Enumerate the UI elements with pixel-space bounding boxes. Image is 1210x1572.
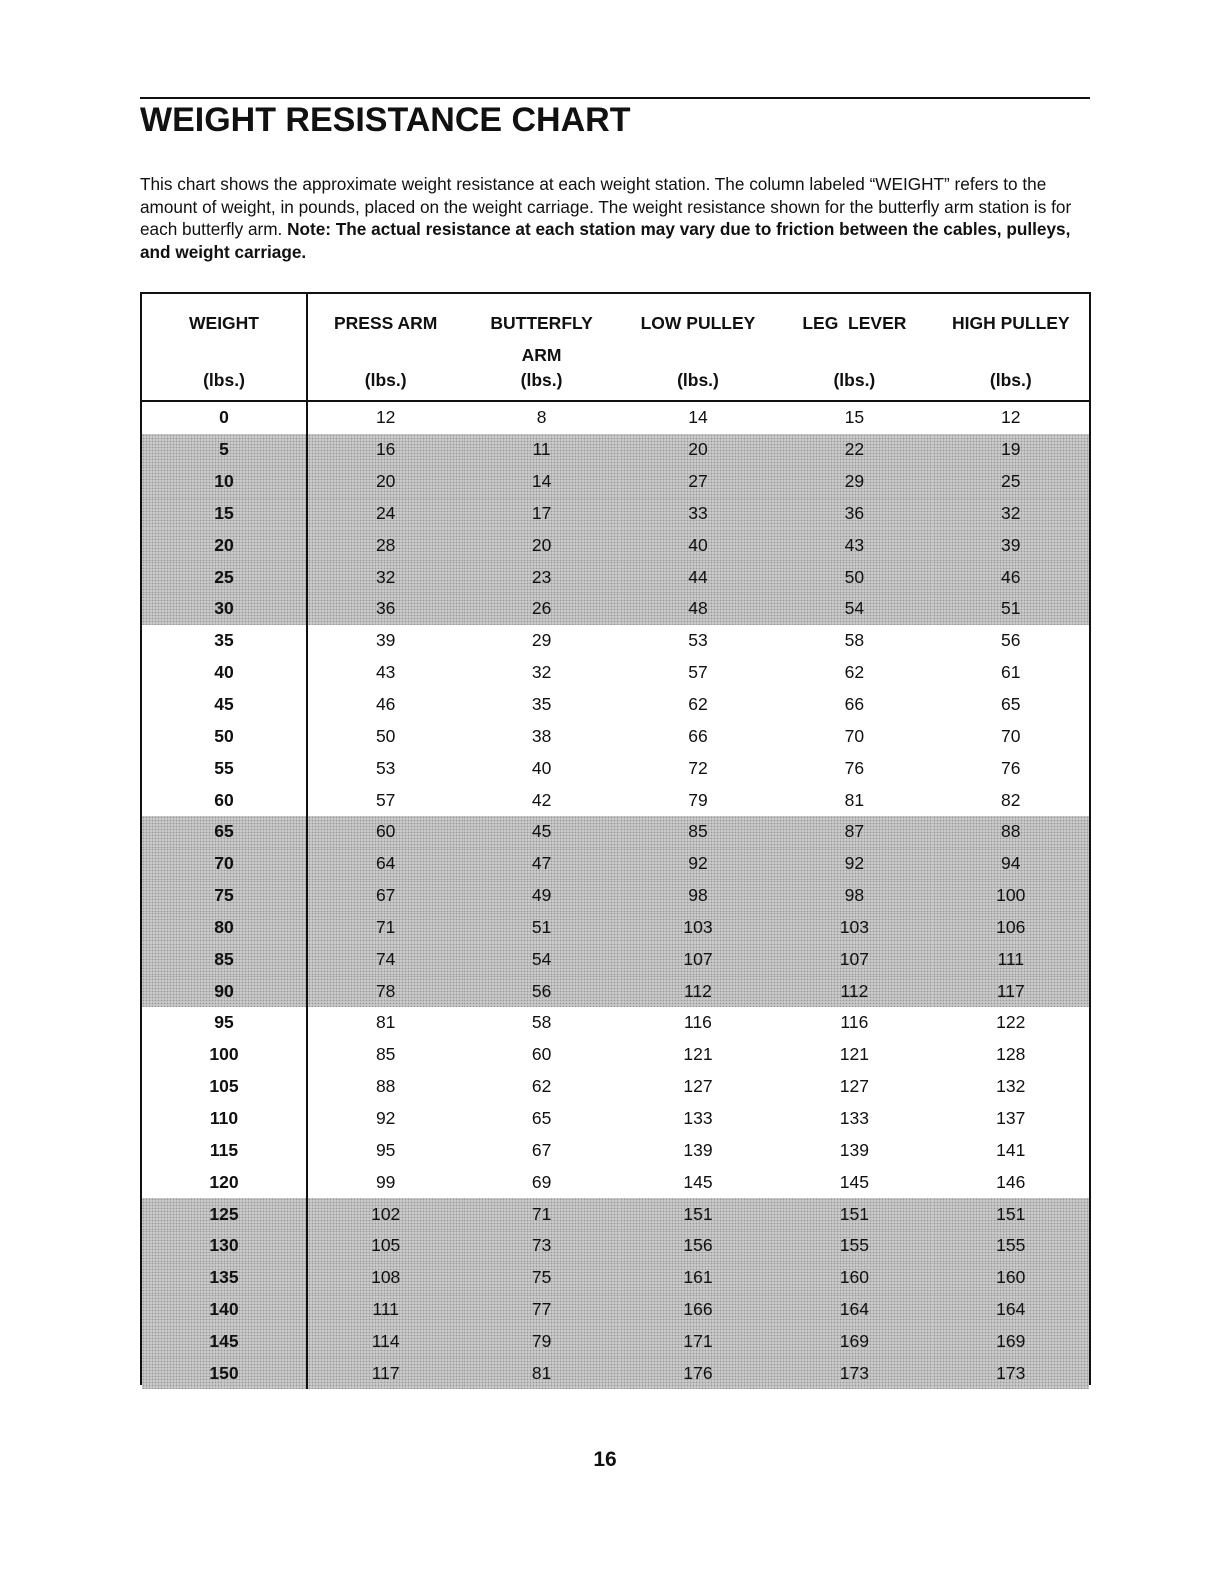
table-row [142, 498, 1089, 530]
resistance-cell: 155 [776, 1230, 932, 1262]
resistance-cell: 111 [933, 943, 1089, 975]
resistance-cell: 173 [776, 1357, 932, 1389]
resistance-cell: 69 [531, 1171, 552, 1192]
table-row [142, 784, 1089, 816]
resistance-cell: 139 [683, 1139, 713, 1160]
weight-cell: 55 [142, 752, 307, 784]
resistance-cell: 76 [1001, 757, 1021, 778]
resistance-cell: 67 [307, 880, 463, 912]
resistance-cell: 23 [463, 561, 619, 593]
resistance-cell: 26 [463, 593, 619, 625]
resistance-cell: 70 [1001, 725, 1021, 746]
resistance-cell: 48 [620, 593, 776, 625]
resistance-cell: 128 [996, 1044, 1026, 1065]
weight-cell: 110 [142, 1103, 307, 1135]
resistance-cell: 58 [531, 1012, 552, 1033]
resistance-cell: 53 [688, 630, 708, 651]
resistance-cell: 160 [776, 1262, 932, 1294]
resistance-cell: 156 [620, 1230, 776, 1262]
resistance-cell: 100 [933, 880, 1089, 912]
resistance-cell: 88 [933, 816, 1089, 848]
resistance-cell: 151 [933, 1198, 1089, 1230]
resistance-cell: 38 [531, 725, 552, 746]
resistance-cell: 85 [375, 1044, 396, 1065]
table-row [142, 912, 1089, 944]
table-row [142, 1039, 1089, 1071]
col-header-high-pulley [933, 294, 1089, 401]
resistance-cell: 122 [996, 1012, 1026, 1033]
weight-cell: 25 [142, 561, 307, 593]
resistance-cell: 49 [463, 880, 619, 912]
resistance-cell: 46 [933, 561, 1089, 593]
resistance-cell: 81 [375, 1012, 396, 1033]
resistance-cell: 121 [683, 1044, 713, 1065]
resistance-cell: 57 [688, 662, 708, 683]
intro-paragraph [140, 173, 1085, 263]
col-header-unit: (lbs.) [989, 370, 1032, 390]
table-row [142, 1166, 1089, 1198]
resistance-cell: 74 [307, 943, 463, 975]
table-row [142, 1230, 1089, 1262]
resistance-cell: 81 [844, 789, 865, 810]
table-row [142, 975, 1089, 1007]
resistance-cell: 28 [307, 529, 463, 561]
resistance-cell: 146 [996, 1171, 1026, 1192]
resistance-cell: 116 [840, 1012, 869, 1033]
weight-cell: 130 [142, 1230, 307, 1262]
table-row [142, 752, 1089, 784]
resistance-cell: 127 [839, 1076, 869, 1097]
weight-cell: 95 [142, 1007, 307, 1039]
resistance-cell: 42 [531, 789, 552, 810]
col-header-low-pulley [620, 294, 776, 401]
resistance-cell: 176 [620, 1357, 776, 1389]
resistance-cell: 54 [776, 593, 932, 625]
resistance-cell: 65 [531, 1107, 552, 1128]
table-row [142, 1134, 1089, 1166]
resistance-cell: 39 [933, 529, 1089, 561]
resistance-cell: 39 [375, 630, 396, 651]
resistance-cell: 14 [688, 407, 708, 428]
resistance-cell: 116 [684, 1012, 712, 1033]
resistance-cell: 92 [776, 848, 932, 880]
resistance-cell: 99 [375, 1171, 396, 1192]
table-row [142, 625, 1089, 657]
resistance-cell: 166 [620, 1294, 776, 1326]
resistance-cell: 66 [844, 694, 865, 715]
resistance-cell: 20 [307, 466, 463, 498]
table-row [142, 816, 1089, 848]
resistance-cell: 72 [688, 757, 708, 778]
resistance-cell: 20 [620, 434, 776, 466]
resistance-cell: 108 [307, 1262, 463, 1294]
resistance-cell: 66 [688, 725, 708, 746]
weight-cell: 45 [142, 689, 307, 721]
resistance-cell: 88 [375, 1076, 396, 1097]
resistance-cell: 12 [375, 407, 396, 428]
resistance-cell: 24 [307, 498, 463, 530]
weight-cell: 10 [142, 466, 307, 498]
table-row [142, 593, 1089, 625]
resistance-cell: 65 [1001, 694, 1021, 715]
resistance-cell: 47 [463, 848, 619, 880]
col-header-weight [142, 294, 307, 401]
col-header-unit: (lbs.) [677, 370, 719, 390]
table-row [142, 689, 1089, 721]
resistance-cell: 92 [375, 1107, 396, 1128]
table-row [142, 529, 1089, 561]
resistance-cell: 117 [933, 975, 1089, 1007]
resistance-cell: 133 [839, 1107, 869, 1128]
intro-text: This chart shows the approximate weight resistance at each weight station. The column labeled “WEIGHT” refers to the amount of weight, in pounds, placed on the weight carriage. The weight resistance shown for the butterfly arm station is for each butterfly arm. [140, 174, 1072, 239]
resistance-cell: 51 [933, 593, 1089, 625]
resistance-cell: 85 [620, 816, 776, 848]
weight-cell: 135 [142, 1262, 307, 1294]
table-body [142, 401, 1089, 1389]
resistance-cell: 173 [933, 1357, 1089, 1389]
resistance-cell: 169 [776, 1325, 932, 1357]
table-row [142, 1357, 1089, 1389]
resistance-cell: 111 [307, 1294, 463, 1326]
resistance-cell: 35 [531, 694, 552, 715]
weight-cell: 30 [142, 593, 307, 625]
resistance-cell: 107 [620, 943, 776, 975]
resistance-cell: 40 [531, 757, 552, 778]
weight-cell: 70 [142, 848, 307, 880]
weight-cell: 60 [142, 784, 307, 816]
resistance-cell: 62 [844, 662, 865, 683]
table-row [142, 561, 1089, 593]
resistance-cell: 12 [1001, 407, 1021, 428]
weight-cell: 35 [142, 625, 307, 657]
resistance-cell: 56 [1001, 630, 1021, 651]
resistance-cell: 94 [933, 848, 1089, 880]
weight-cell: 100 [142, 1039, 307, 1071]
weight-cell: 105 [142, 1071, 307, 1103]
table-row [142, 466, 1089, 498]
resistance-cell: 50 [375, 725, 396, 746]
resistance-cell: 32 [531, 662, 552, 683]
resistance-cell: 78 [307, 975, 463, 1007]
resistance-cell: 112 [776, 975, 932, 1007]
resistance-cell: 98 [620, 880, 776, 912]
resistance-cell: 58 [844, 630, 865, 651]
weight-cell: 90 [142, 975, 307, 1007]
resistance-cell: 141 [996, 1139, 1026, 1160]
resistance-cell: 43 [776, 529, 932, 561]
table-row [142, 880, 1089, 912]
resistance-cell: 103 [620, 912, 776, 944]
resistance-cell: 62 [531, 1076, 552, 1097]
col-header-unit: (lbs.) [833, 370, 876, 390]
col-header-label: WEIGHT [189, 313, 259, 333]
resistance-cell: 160 [933, 1262, 1089, 1294]
resistance-cell: 76 [844, 757, 865, 778]
weight-cell: 140 [142, 1294, 307, 1326]
resistance-cell: 29 [531, 630, 552, 651]
resistance-cell: 164 [933, 1294, 1089, 1326]
table-row [142, 720, 1089, 752]
resistance-cell: 71 [307, 912, 463, 944]
resistance-cell: 102 [307, 1198, 463, 1230]
weight-cell: 50 [142, 720, 307, 752]
resistance-cell: 81 [463, 1357, 619, 1389]
resistance-cell: 67 [531, 1139, 552, 1160]
resistance-cell: 112 [620, 975, 776, 1007]
col-header-butterfly-arm [463, 294, 619, 401]
resistance-cell: 8 [536, 407, 547, 428]
table-row [142, 401, 1089, 434]
resistance-cell: 77 [463, 1294, 619, 1326]
col-header-label: LEG LEVER [802, 313, 907, 333]
resistance-cell: 132 [996, 1076, 1026, 1097]
table-row [142, 943, 1089, 975]
resistance-cell: 62 [688, 694, 708, 715]
resistance-cell: 139 [839, 1139, 869, 1160]
resistance-cell: 161 [620, 1262, 776, 1294]
resistance-cell: 32 [307, 561, 463, 593]
resistance-cell: 51 [463, 912, 619, 944]
weight-cell: 65 [142, 816, 307, 848]
col-header-unit: (lbs.) [364, 370, 407, 390]
table-row [142, 1262, 1089, 1294]
weight-cell: 15 [142, 498, 307, 530]
weight-cell: 20 [142, 529, 307, 561]
top-rule [140, 97, 1090, 99]
resistance-cell: 73 [463, 1230, 619, 1262]
resistance-cell: 32 [933, 498, 1089, 530]
resistance-cell: 40 [620, 529, 776, 561]
resistance-cell: 137 [996, 1107, 1026, 1128]
resistance-cell: 16 [307, 434, 463, 466]
resistance-cell: 60 [531, 1044, 552, 1065]
table-row [142, 1294, 1089, 1326]
resistance-cell: 11 [463, 434, 619, 466]
resistance-cell: 79 [463, 1325, 619, 1357]
table-row [142, 434, 1089, 466]
resistance-cell: 92 [620, 848, 776, 880]
page-number: 16 [593, 1448, 617, 1471]
resistance-table [140, 292, 1091, 1385]
resistance-cell: 54 [463, 943, 619, 975]
weight-cell: 0 [142, 401, 307, 434]
resistance-cell: 105 [307, 1230, 463, 1262]
weight-cell: 125 [142, 1198, 307, 1230]
table-row [142, 1325, 1089, 1357]
resistance-cell: 56 [463, 975, 619, 1007]
resistance-cell: 20 [463, 529, 619, 561]
resistance-cell: 127 [683, 1076, 713, 1097]
resistance-cell: 145 [839, 1171, 869, 1192]
resistance-cell: 61 [1001, 662, 1021, 683]
resistance-cell: 98 [776, 880, 932, 912]
resistance-cell: 53 [375, 757, 396, 778]
resistance-cell: 22 [776, 434, 932, 466]
resistance-cell: 82 [1001, 789, 1021, 810]
table-row [142, 1198, 1089, 1230]
resistance-cell: 64 [307, 848, 463, 880]
resistance-cell: 27 [620, 466, 776, 498]
resistance-cell: 103 [776, 912, 932, 944]
weight-cell: 120 [142, 1166, 307, 1198]
resistance-cell: 155 [933, 1230, 1089, 1262]
col-header-unit: (lbs.) [520, 370, 563, 390]
resistance-cell: 50 [776, 561, 932, 593]
weight-cell: 150 [142, 1357, 307, 1389]
col-header-press-arm [307, 294, 463, 401]
resistance-cell: 117 [307, 1357, 463, 1389]
col-header-label: BUTTERFLY ARM [490, 313, 593, 365]
col-header-unit: (lbs.) [203, 370, 245, 390]
resistance-cell: 95 [375, 1139, 396, 1160]
weight-cell: 80 [142, 912, 307, 944]
page-title: WEIGHT RESISTANCE CHART [140, 101, 631, 139]
weight-cell: 145 [142, 1325, 307, 1357]
resistance-cell: 60 [307, 816, 463, 848]
resistance-cell: 45 [463, 816, 619, 848]
resistance-cell: 169 [933, 1325, 1089, 1357]
col-header-leg-lever [776, 294, 932, 401]
table-header [142, 294, 1089, 401]
resistance-cell: 44 [620, 561, 776, 593]
resistance-cell: 151 [776, 1198, 932, 1230]
col-header-label: LOW PULLEY [640, 313, 756, 333]
resistance-cell: 15 [844, 407, 865, 428]
table-row [142, 848, 1089, 880]
col-header-label: HIGH PULLEY [951, 313, 1070, 333]
resistance-cell: 79 [688, 789, 708, 810]
weight-cell: 115 [142, 1134, 307, 1166]
resistance-cell: 121 [839, 1044, 869, 1065]
resistance-cell: 43 [375, 662, 396, 683]
resistance-cell: 29 [776, 466, 932, 498]
resistance-cell: 36 [307, 593, 463, 625]
resistance-cell: 19 [933, 434, 1089, 466]
resistance-cell: 14 [463, 466, 619, 498]
resistance-cell: 87 [776, 816, 932, 848]
resistance-cell: 114 [307, 1325, 463, 1357]
resistance-cell: 151 [620, 1198, 776, 1230]
weight-cell: 40 [142, 657, 307, 689]
resistance-cell: 71 [463, 1198, 619, 1230]
resistance-cell: 107 [776, 943, 932, 975]
resistance-cell: 36 [776, 498, 932, 530]
resistance-cell: 17 [463, 498, 619, 530]
resistance-cell: 33 [620, 498, 776, 530]
resistance-cell: 25 [933, 466, 1089, 498]
weight-cell: 5 [142, 434, 307, 466]
resistance-cell: 57 [375, 789, 396, 810]
resistance-cell: 70 [844, 725, 865, 746]
intro-note: Note: The actual resistance at each station may vary due to friction between the cables, pulleys, and weight carriage. [140, 219, 1071, 262]
table-row [142, 1103, 1089, 1135]
table-row [142, 1071, 1089, 1103]
resistance-cell: 164 [776, 1294, 932, 1326]
table-row [142, 1007, 1089, 1039]
resistance-cell: 133 [683, 1107, 713, 1128]
resistance-cell: 171 [620, 1325, 776, 1357]
resistance-cell: 145 [683, 1171, 713, 1192]
resistance-cell: 75 [463, 1262, 619, 1294]
col-header-label: PRESS ARM [333, 313, 438, 333]
weight-cell: 75 [142, 880, 307, 912]
resistance-cell: 46 [375, 694, 396, 715]
table-row [142, 657, 1089, 689]
resistance-cell: 106 [933, 912, 1089, 944]
weight-cell: 85 [142, 943, 307, 975]
